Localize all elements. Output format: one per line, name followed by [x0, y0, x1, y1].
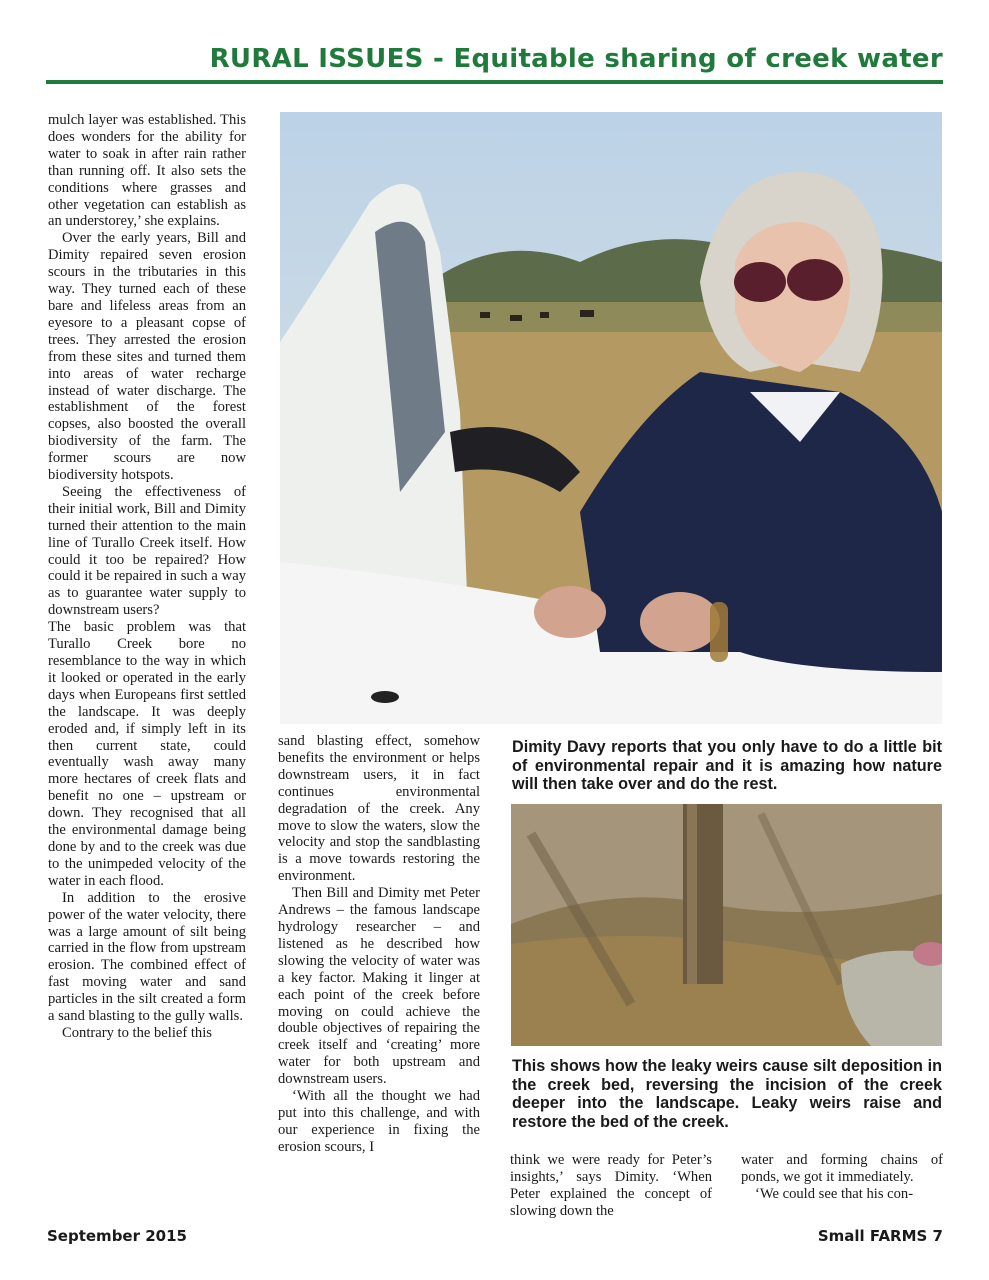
header-rule: [46, 80, 943, 84]
paragraph: Contrary to the belief this: [62, 1024, 212, 1041]
paragraph: In addition to the erosive power of the water velocity, there was a large amount of silt being carried in the flow from upstream erosion. The combined effect of fast moving water and sand particles in the silt created a form a sand blasting to the gully walls.: [48, 889, 246, 1025]
photo-caption-2: This shows how the leaky weirs cause silt deposition in the creek bed, reversing the incision of the creek deeper into the landscape. Leaky weirs raise and restore the bed of the creek.: [512, 1057, 942, 1131]
footer-date: September 2015: [47, 1227, 187, 1245]
article-column-2: [278, 733, 480, 1220]
article-column-3: [510, 1152, 712, 1220]
paragraph: ‘We could see that his con-: [755, 1185, 914, 1202]
paragraph: Seeing the effectiveness of their initial work, Bill and Dimity turned their attention to the main line of Turallo Creek itself. How could it too be repaired? How could it be repaired in such a way as to guarantee water supply to downstream users?: [48, 483, 246, 619]
paragraph: mulch layer was established. This does wonders for the ability for water to soak in after rain rather than running off. It also sets the conditions where grasses and other vegetation can establish as an understorey,’ she explains.: [48, 112, 246, 230]
paragraph: think we were ready for Peter’s insights,’ says Dimity. ‘When Peter explained the concept of slowing down the: [510, 1152, 712, 1219]
paragraph: The basic problem was that Turallo Creek bore no resemblance to the way in which it looked or operated in the early days when Europeans first settled the landscape. It was deeply eroded and, if simply left in its then current state, could eventually wash away many more hectares of creek flats and benefit no one – upstream or down. They recognised that all the environmental damage being done by and to the creek was due to the unimpeded velocity of the water in each flood.: [48, 619, 246, 889]
photo-caption-1: Dimity Davy reports that you only have to do a little bit of environmental repair and it is amazing how nature will then take over and do the rest.: [512, 738, 942, 794]
paragraph: Over the early years, Bill and Dimity repaired seven erosion scours in the tributaries in this way. They turned each of these bare and lifeless areas from an eyesore to a pleasant copse of trees. They arrested the erosion from these sites and turned them into areas of water recharge instead of water discharge. The establishment of the forest copses, also boosted the overall biodiversity of the farm. The former scours are now biodiversity hotspots.: [48, 230, 246, 484]
paragraph: sand blasting effect, somehow benefits the environment or helps downstream users, it in fact continues environmental degradation of the creek. Any move to slow the waters, slow the velocity and stop the sandblasting is a move towards restoring the environment.: [278, 733, 480, 885]
photo-leaky-weir-creek-bed: [511, 804, 942, 1046]
footer-publication-page: Small FARMS 7: [817, 1227, 943, 1245]
paragraph: ‘With all the thought we had put into this challenge, and with our experience in fixing the erosion scours, I: [278, 1088, 480, 1155]
photo-dimity-davy-by-car: [280, 112, 942, 724]
article-column-1: [48, 112, 246, 1220]
article-column-4: [741, 1152, 943, 1220]
paragraph: water and forming chains of ponds, we got it immediately.: [741, 1152, 943, 1185]
paragraph: Then Bill and Dimity met Peter Andrews – the famous landscape hydrology researcher – and listened as he described how slowing the velocity of water was a key factor. Making it linger at each point of the creek before moving on could achieve the double objectives of repairing the creek itself and ‘creating’ more water for both upstream and downstream users.: [278, 885, 480, 1088]
page-header-title: RURAL ISSUES - Equitable sharing of creek water: [209, 44, 943, 74]
